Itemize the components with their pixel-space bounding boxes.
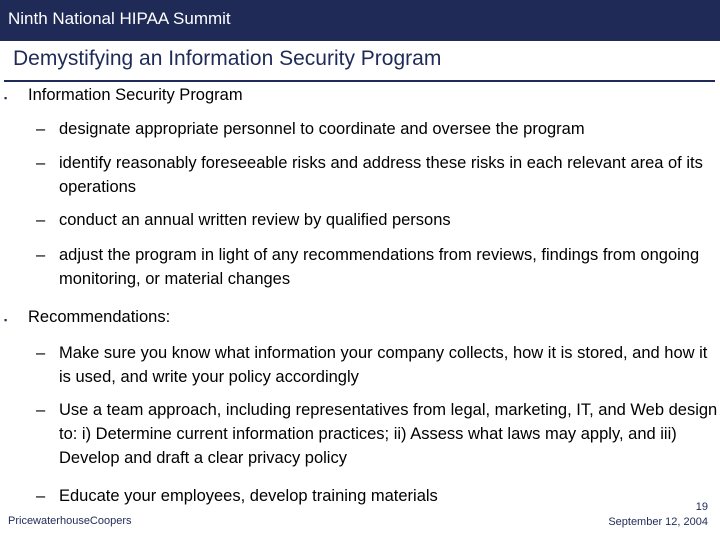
sub-item (36, 341, 718, 389)
page-number: 19 (695, 501, 708, 513)
sub-item-text: conduct an annual written review by qualified persons (59, 211, 451, 229)
sub-item (36, 117, 718, 141)
sub-item-text: adjust the program in light of any recommendations from reviews, findings from ongoing monitoring, or material changes (59, 246, 700, 288)
sub-item (36, 151, 718, 199)
header-title: Ninth National HIPAA Summit (8, 9, 231, 28)
square-bullet-icon: ▪ (4, 93, 8, 103)
dash-icon: – (36, 211, 46, 229)
sub-item (36, 484, 718, 508)
sub-item-text: designate appropriate personnel to coordinate and oversee the program (59, 120, 585, 138)
title-divider (4, 80, 715, 82)
sub-item-text: Make sure you know what information your company collects, how it is stored, and how it is used, and write your policy accordingly (59, 344, 708, 386)
dash-icon: – (36, 401, 46, 419)
dash-icon: – (36, 344, 46, 362)
footer-date: September 12, 2004 (608, 516, 708, 528)
bullet-label: Information Security Program (28, 86, 243, 104)
dash-icon: – (36, 154, 46, 172)
sub-item (36, 243, 718, 291)
sub-item-text: Use a team approach, including representatives from legal, marketing, IT, and Web design to: i) Determine current information practices; ii) Assess what laws may apply, and iii) Develop and draft a clear privacy policy (59, 401, 718, 467)
dash-icon: – (36, 487, 46, 505)
dash-icon: – (36, 246, 46, 264)
bullet-label: Recommendations: (28, 308, 171, 326)
sub-item (36, 208, 718, 232)
footer-company: PricewaterhouseCoopers (8, 515, 132, 527)
slide-title: Demystifying an Information Security Program (13, 47, 442, 70)
header-bar (0, 0, 720, 41)
square-bullet-icon: ▪ (4, 315, 8, 325)
sub-item-text: Educate your employees, develop training materials (59, 487, 438, 505)
dash-icon: – (36, 120, 46, 138)
sub-item-text: identify reasonably foreseeable risks and address these risks in each relevant area of its operations (59, 154, 703, 196)
sub-item (36, 398, 718, 470)
